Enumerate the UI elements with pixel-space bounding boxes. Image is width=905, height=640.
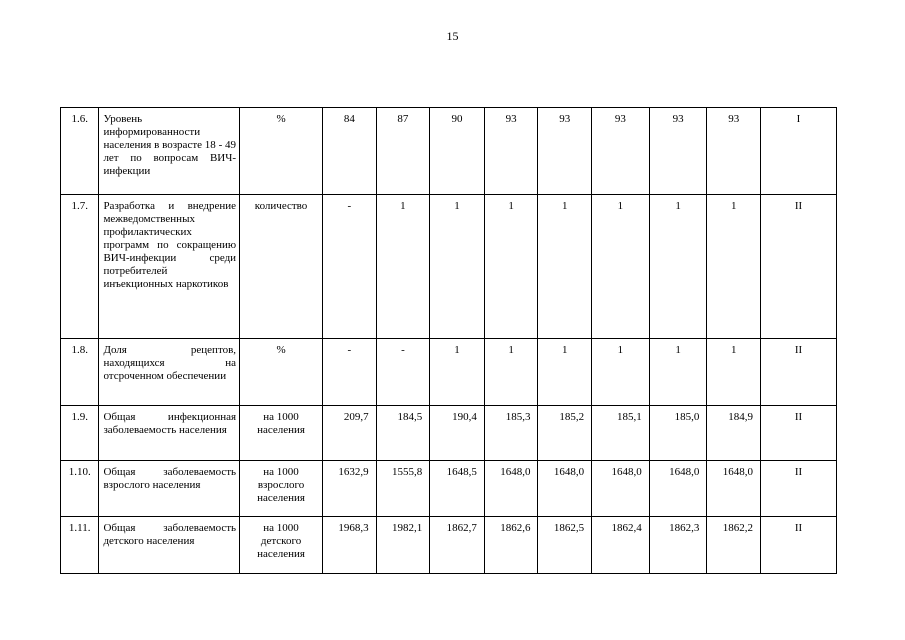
value-cell: 1 — [484, 195, 538, 339]
value-cell: - — [323, 339, 377, 406]
table-row — [61, 517, 837, 574]
indicator-name: Доля рецептов, находящихся на отсроченном обеспечении — [99, 339, 240, 406]
value-cell: 1 — [538, 339, 592, 406]
row-number: 1.6. — [61, 108, 99, 195]
row-number: 1.7. — [61, 195, 99, 339]
value-cell: 84 — [323, 108, 377, 195]
unit: % — [240, 108, 323, 195]
value-cell: 1632,9 — [323, 461, 377, 517]
value-cell: 1968,3 — [323, 517, 377, 574]
value-cell: 1648,0 — [538, 461, 592, 517]
row-number: 1.10. — [61, 461, 99, 517]
row-number: 1.11. — [61, 517, 99, 574]
indicators-table — [60, 107, 837, 574]
value-cell: 1648,5 — [430, 461, 485, 517]
value-cell: - — [376, 339, 430, 406]
value-cell: 1 — [430, 195, 485, 339]
value-cell: 1 — [649, 195, 707, 339]
value-cell: 1862,3 — [649, 517, 707, 574]
category-cell: II — [761, 461, 837, 517]
value-cell: 185,2 — [538, 406, 592, 461]
value-cell: 1648,0 — [484, 461, 538, 517]
value-cell: 1982,1 — [376, 517, 430, 574]
value-cell: 1648,0 — [707, 461, 761, 517]
table-row — [61, 195, 837, 339]
value-cell: 93 — [592, 108, 650, 195]
value-cell: 1862,6 — [484, 517, 538, 574]
indicator-name: Разработка и внедрение межведомственных профилактических программ по сокращению ВИЧ-инфекции среди потребителей инъекционных наркотиков — [99, 195, 240, 339]
value-cell: 185,3 — [484, 406, 538, 461]
table-body — [61, 108, 837, 574]
value-cell: 190,4 — [430, 406, 485, 461]
value-cell: 184,5 — [376, 406, 430, 461]
value-cell: 1648,0 — [592, 461, 650, 517]
value-cell: 1555,8 — [376, 461, 430, 517]
category-cell: II — [761, 517, 837, 574]
unit: % — [240, 339, 323, 406]
value-cell: 1 — [484, 339, 538, 406]
indicator-name: Общая инфекционная заболеваемость населения — [99, 406, 240, 461]
value-cell: 1 — [376, 195, 430, 339]
row-number: 1.9. — [61, 406, 99, 461]
unit: количество — [240, 195, 323, 339]
value-cell: 1 — [430, 339, 485, 406]
value-cell: 1 — [707, 339, 761, 406]
unit: на 1000 детского населения — [240, 517, 323, 574]
indicator-name: Общая заболеваемость детского населения — [99, 517, 240, 574]
unit: на 1000 взрослого населения — [240, 461, 323, 517]
value-cell: 1862,4 — [592, 517, 650, 574]
value-cell: 1648,0 — [649, 461, 707, 517]
value-cell: 1 — [592, 195, 650, 339]
value-cell: 1 — [592, 339, 650, 406]
table-row — [61, 461, 837, 517]
row-number: 1.8. — [61, 339, 99, 406]
value-cell: 1 — [649, 339, 707, 406]
value-cell: 185,1 — [592, 406, 650, 461]
category-cell: I — [761, 108, 837, 195]
category-cell: II — [761, 339, 837, 406]
table-row — [61, 339, 837, 406]
value-cell: 93 — [538, 108, 592, 195]
category-cell: II — [761, 195, 837, 339]
table-row — [61, 406, 837, 461]
unit: на 1000 населения — [240, 406, 323, 461]
indicator-name: Общая заболеваемость взрослого населения — [99, 461, 240, 517]
category-cell: II — [761, 406, 837, 461]
value-cell: 93 — [707, 108, 761, 195]
table-row — [61, 108, 837, 195]
value-cell: 1 — [538, 195, 592, 339]
indicator-name: Уровень информированности населения в возрасте 18 - 49 лет по вопросам ВИЧ-инфекции — [99, 108, 240, 195]
value-cell: 1862,2 — [707, 517, 761, 574]
page-number: 15 — [446, 29, 459, 43]
value-cell: 87 — [376, 108, 430, 195]
value-cell: 209,7 — [323, 406, 377, 461]
value-cell: 184,9 — [707, 406, 761, 461]
value-cell: 93 — [484, 108, 538, 195]
value-cell: 93 — [649, 108, 707, 195]
value-cell: 1862,7 — [430, 517, 485, 574]
value-cell: 1 — [707, 195, 761, 339]
value-cell: 90 — [430, 108, 485, 195]
value-cell: - — [323, 195, 377, 339]
value-cell: 1862,5 — [538, 517, 592, 574]
value-cell: 185,0 — [649, 406, 707, 461]
